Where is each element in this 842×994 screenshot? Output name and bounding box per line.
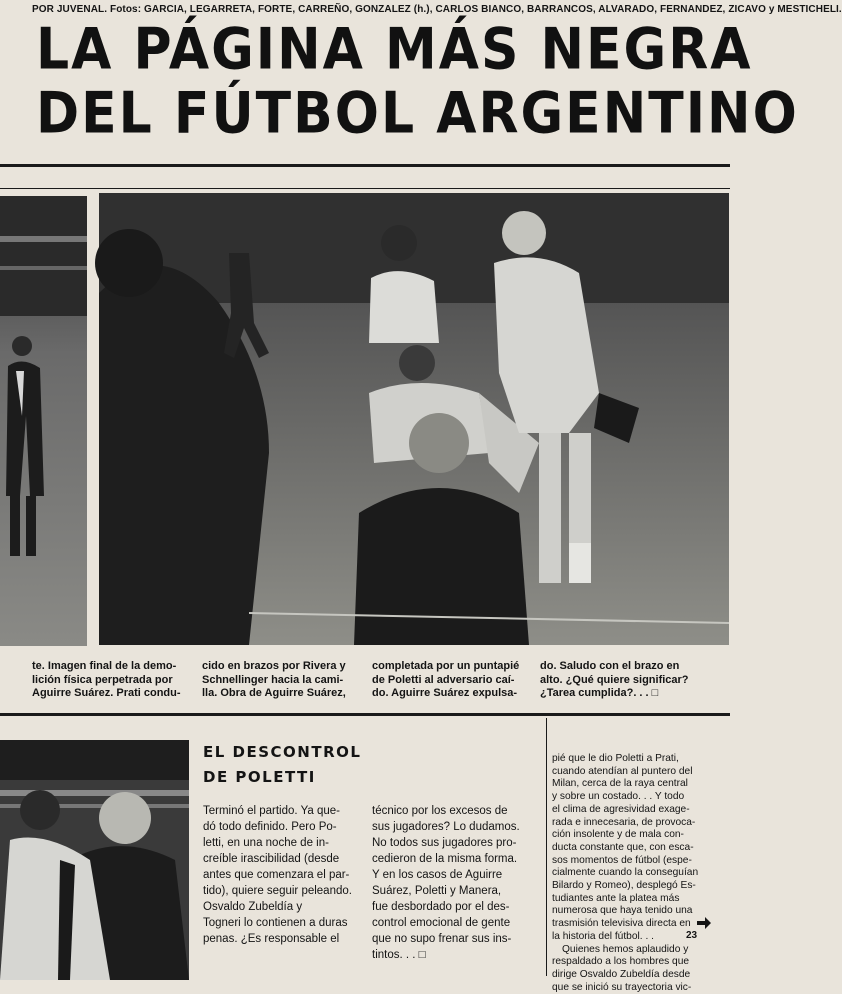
body-line: penas. ¿Es responsable el xyxy=(203,933,340,945)
photo-caption xyxy=(32,660,708,710)
side-line: Milan, cerca de la raya central xyxy=(552,778,688,790)
body-line: Terminó el partido. Ya que- xyxy=(203,805,341,817)
caption-col-3 xyxy=(372,660,519,701)
side-line: sos momentos de fútbol (espe- xyxy=(552,854,692,866)
body-line: antes que comenzara el par- xyxy=(203,869,350,881)
caption-col-4 xyxy=(540,660,689,701)
photo-main-stretcher xyxy=(99,193,729,645)
body-line: que no supo frenar sus ins- xyxy=(372,933,512,945)
section-rule xyxy=(0,713,730,716)
caption-line: te. Imagen final de la demo- xyxy=(32,660,177,672)
body-line: Togneri lo contienen a duras xyxy=(203,917,348,929)
body-line: fue desbordado por el des- xyxy=(372,901,510,913)
body-line: tido), quiere seguir peleando. xyxy=(203,885,352,897)
body-line: Y en los casos de Aguirre xyxy=(372,869,503,881)
side-line: el clima de agresividad exage- xyxy=(552,803,690,815)
body-line: No todos sus jugadores pro- xyxy=(372,837,517,849)
side-line: dirige Osvaldo Zubeldía desde xyxy=(552,968,691,980)
body-line: creíble irascibilidad (desde xyxy=(203,853,340,865)
continue-arrow-icon xyxy=(697,917,711,929)
photo-poletti-restrained xyxy=(0,740,189,980)
page-number: 23 xyxy=(686,930,698,941)
body-col-1 xyxy=(203,803,352,947)
side-line: Bilardo y Romeo), desplegó Es- xyxy=(552,880,696,892)
caption-line: Aguirre Suárez. Prati condu- xyxy=(32,687,181,699)
side-line: rada e innecesaria, de provoca- xyxy=(552,816,696,828)
caption-line: lla. Obra de Aguirre Suárez, xyxy=(202,687,346,699)
body-line: sus jugadores? Lo dudamos. xyxy=(372,821,520,833)
caption-line: cido en brazos por Rivera y xyxy=(202,660,346,672)
caption-line: lición física perpetrada por xyxy=(32,673,173,686)
caption-line: ¿Tarea cumplida?. . . □ xyxy=(540,687,659,699)
body-line: cedieron de la misma forma. xyxy=(372,853,518,865)
side-line: tudiantes ante la platea más xyxy=(552,892,680,904)
side-line: y sobre un costado. . . Y todo xyxy=(552,791,685,803)
side-line: que se inició su trayectoria vic- xyxy=(552,981,692,993)
side-line: ducta constante que, con esca- xyxy=(552,841,694,853)
section-subhead xyxy=(203,740,361,790)
side-line: pié que le dio Poletti a Prati, xyxy=(552,753,679,764)
body-col-2 xyxy=(372,803,520,963)
headline-line-2: DEL FÚTBOL ARGENTINO xyxy=(36,80,799,147)
body-line: letti, en una noche de in- xyxy=(203,837,329,849)
caption-col-2 xyxy=(202,660,346,701)
subhead-line-2: DE POLETTI xyxy=(203,768,316,786)
side-line: numerosa que haya tenido una xyxy=(552,905,693,917)
side-line: Quienes hemos aplaudido y xyxy=(562,943,689,955)
caption-line: alto. ¿Qué quiere significar? xyxy=(540,673,689,686)
photo-credits: POR JUVENAL. Fotos: GARCIA, LEGARRETA, FORTE, CARREÑO, GONZALEZ (h.), CARLOS BIANCO, BARRANCOS, ALVARADO, FERNANDEZ, ZICAVO y MESTICHELI. xyxy=(32,4,842,15)
side-line: respaldado a los hombres que xyxy=(552,956,690,968)
caption-line: do. Aguirre Suárez expulsa- xyxy=(372,687,518,699)
caption-line: completada por un puntapié xyxy=(372,660,520,672)
column-rule xyxy=(546,718,547,976)
caption-col-1 xyxy=(32,660,181,701)
body-line: dó todo definido. Pero Po- xyxy=(203,821,337,833)
body-line: tintos. . . □ xyxy=(372,949,426,961)
side-line: trasmisión televisiva directa en xyxy=(552,918,691,930)
caption-line: do. Saludo con el brazo en xyxy=(540,660,680,672)
headline-line-1: LA PÁGINA MÁS NEGRA xyxy=(36,16,753,83)
photo-left-official xyxy=(0,196,87,646)
photo-top-rule xyxy=(0,188,730,189)
caption-line: de Poletti al adversario caí- xyxy=(372,673,515,686)
side-line: la historia del fútbol. . . xyxy=(552,930,654,942)
body-line: Osvaldo Zubeldía y xyxy=(203,901,303,913)
body-line: control emocional de gente xyxy=(372,917,511,929)
side-column xyxy=(552,753,714,994)
top-rule xyxy=(0,164,730,167)
subhead-line-1: EL DESCONTROL xyxy=(203,743,362,761)
side-line: cialmente cuando la conseguían xyxy=(552,867,699,879)
side-line: cuando atendían al puntero del xyxy=(552,765,693,777)
side-line: ción insolente y de mala con- xyxy=(552,829,684,841)
body-line: técnico por los excesos de xyxy=(372,805,508,817)
body-line: Suárez, Poletti y Manera, xyxy=(372,885,502,897)
caption-line: Schnellinger hacia la cami- xyxy=(202,673,344,686)
headline xyxy=(36,16,799,147)
